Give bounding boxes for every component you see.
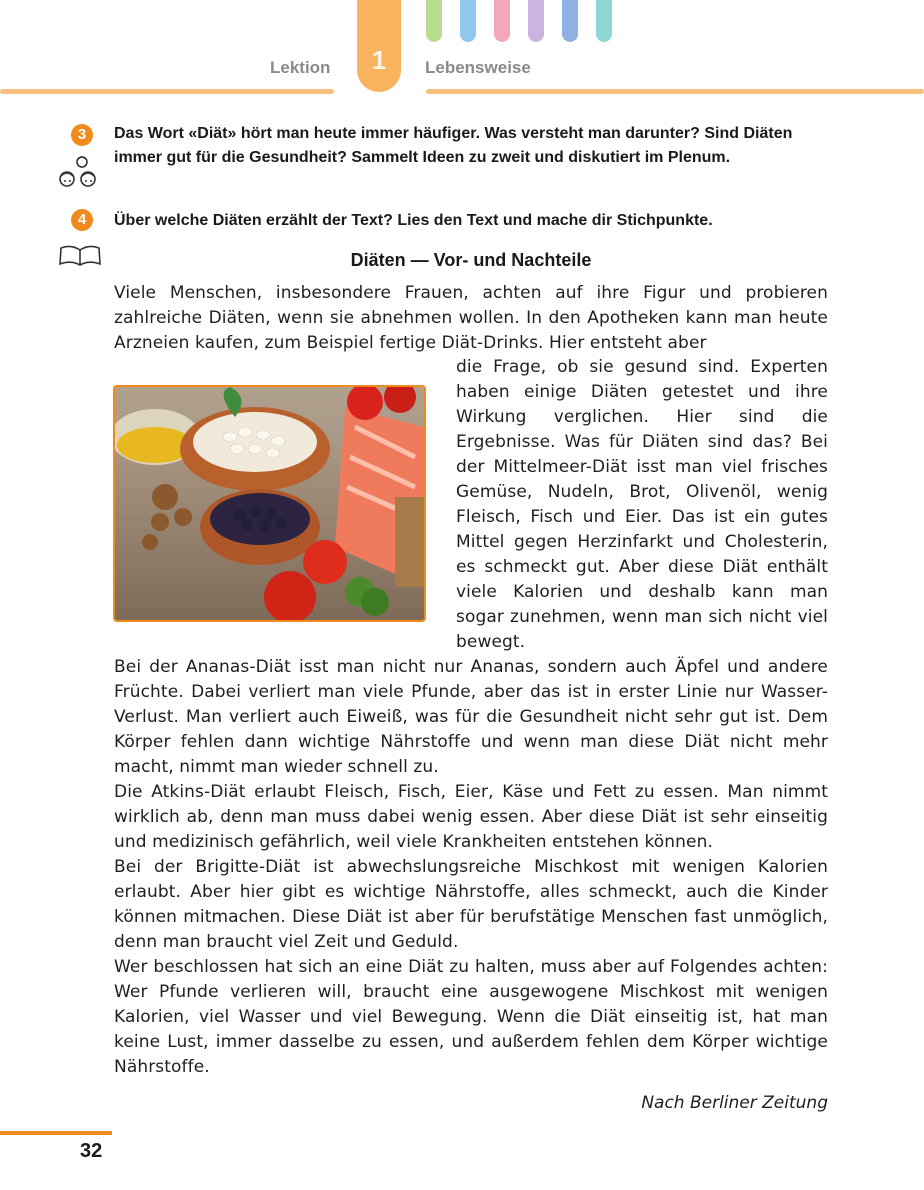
- footer-rule: [0, 1131, 112, 1135]
- section-title: Lebensweise: [425, 58, 531, 77]
- task-number-badge: 3: [71, 124, 93, 146]
- task-3-instruction: Das Wort «Diät» hört man heute immer häufiger. Was versteht man darunter? Sind Diäten immer gut für die Gesundheit? Sammelt Ideen zu zweit und diskutiert im Plenum.: [114, 125, 793, 166]
- task-4-instruction: Über welche Diäten erzählt der Text? Lies den Text und mache dir Stichpunkte.: [114, 212, 713, 229]
- reading-book-icon: [58, 244, 102, 268]
- article-body: [114, 655, 828, 1080]
- article-title: Diäten — Vor- und Nachteile: [350, 250, 592, 270]
- task-number-badge: 4: [71, 209, 93, 231]
- article-intro: Viele Menschen, insbesondere Frauen, achten auf ihre Figur und probieren zahlreiche Diäten, wenn sie abnehmen wollen. In den Apotheken kann man heute Arzneien kaufen, zum Beispiel fertige Diät-Drinks. Hier entsteht aber: [114, 283, 828, 353]
- food-photo: [113, 385, 426, 622]
- article-intro-continued: die Frage, ob sie gesund sind. Experten haben einige Diäten getestet und ihre Wirkung verglichen. Hier sind die Ergebnisse. Was für Diäten sind das? Bei der Mittelmeer-Diät isst man viel frisches Gemüse, Nudeln, Brot, Olivenöl, wenig Fleisch, Fisch und Eier. Das ist ein gutes Mittel gegen Herzinfarkt und Cholesterin, es schmeckt gut. Aber diese Diät enthält viele Kalorien und deshalb kann man sogar zunehmen, wenn man sich nicht viel bewegt.: [456, 357, 828, 652]
- color-stripe: [596, 0, 612, 42]
- lesson-tab: [357, 0, 401, 92]
- paragraph-brigitte: Bei der Brigitte-Diät ist abwechslungsreiche Mischkost mit wenigen Kalorien erlaubt. Aber hier gibt es wichtige Nährstoffe, alles schmeckt, auch die Kinder können mitmachen. Diese Diät ist aber für berufstätige Menschen fast unmöglich, denn man braucht viel Zeit und Geduld.: [114, 857, 828, 952]
- color-stripe: [562, 0, 578, 42]
- paragraph-atkins: Die Atkins-Diät erlaubt Fleisch, Fisch, Eier, Käse und Fett zu essen. Man nimmt wirklich ab, denn man muss dabei wenig essen. Aber diese Diät ist sehr einseitig und medizinisch gefährlich, weil viele Krankheiten entstehen können.: [114, 782, 828, 852]
- color-stripe: [494, 0, 510, 42]
- header-rule-right: [426, 89, 924, 94]
- color-stripe: [528, 0, 544, 42]
- color-stripe: [460, 0, 476, 42]
- color-stripe: [426, 0, 442, 42]
- paragraph-ananas: Bei der Ananas-Diät isst man nicht nur Ananas, sondern auch Äpfel und andere Früchte. Dabei verliert man viele Pfunde, aber das ist in erster Linie nur Wasser-Verlust. Man verliert auch Eiweiß, was für die Gesundheit nicht sehr gut ist. Dem Körper fehlen dann wichtige Nährstoffe und wenn man diese Diät nicht mehr macht, nimmt man wieder schnell zu.: [114, 657, 828, 777]
- header-rule-left: [0, 89, 334, 94]
- lesson-number: 1: [371, 45, 387, 75]
- paragraph-conclusion: Wer beschlossen hat sich an eine Diät zu halten, muss aber auf Folgendes achten: Wer Pfunde verlieren will, braucht eine ausgewogene Mischkost mit wenigen Kalorien, viel Wasser und viel Bewegung. Wenn die Diät einseitig ist, hat man keine Lust, immer dasselbe zu essen, und außerdem fehlen dem Körper wichtige Nährstoffe.: [114, 957, 828, 1077]
- lektion-label: Lektion: [270, 58, 331, 77]
- article-source: Nach Berliner Zeitung: [641, 1093, 828, 1113]
- page-number: 32: [80, 1140, 103, 1162]
- pair-work-icon: [52, 154, 102, 192]
